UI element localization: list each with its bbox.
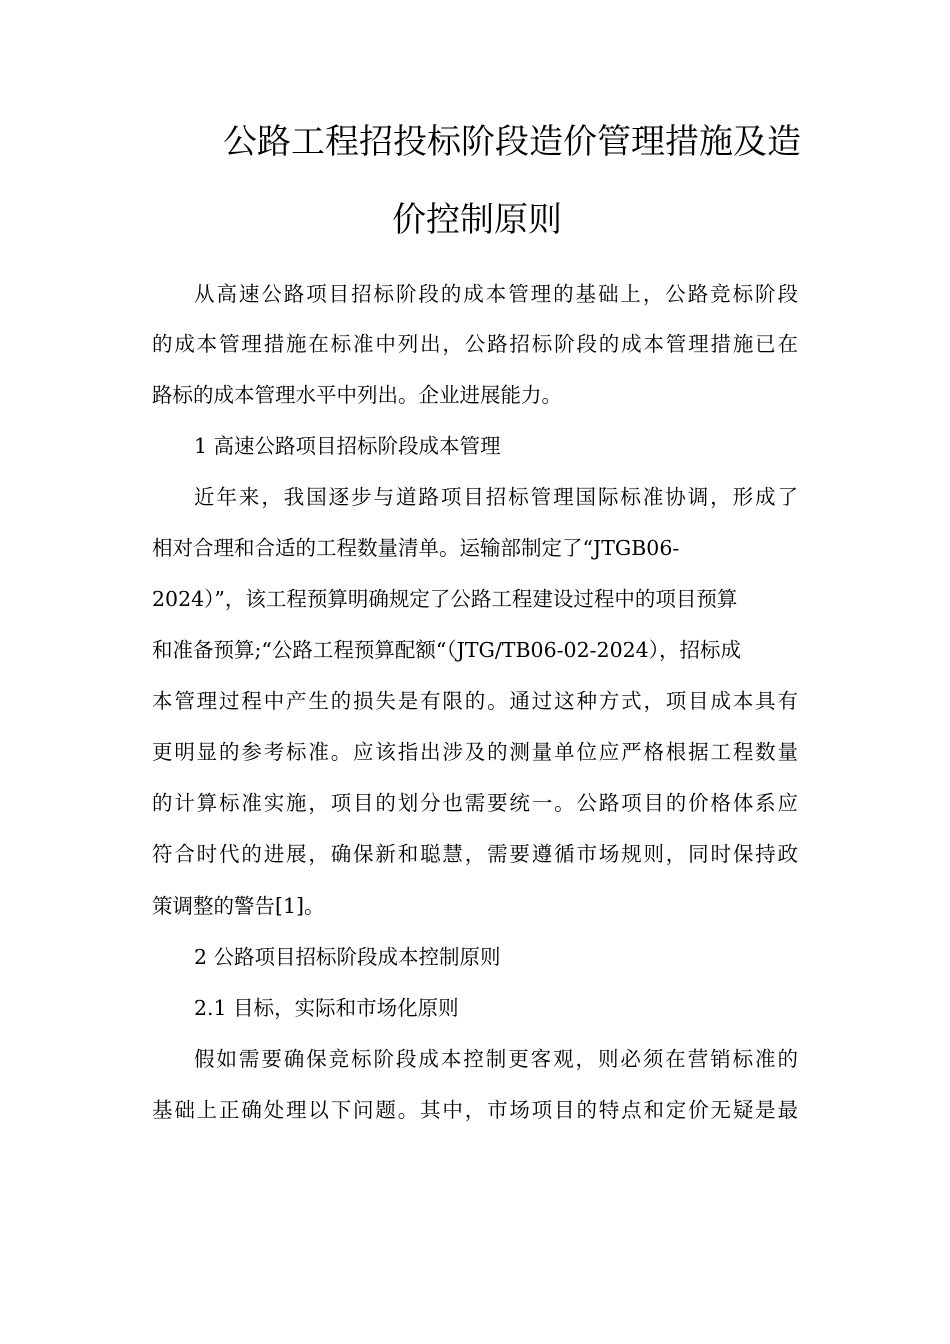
- paragraph-1-line-1: 从高速公路项目招标阶段的成本管理的基础上，公路竞标阶段: [194, 282, 798, 306]
- paragraph-2-line-1: 近年来，我国逐步与道路项目招标管理国际标准协调，形成了: [194, 485, 798, 509]
- paragraph-3-line-1: 假如需要确保竞标阶段成本控制更客观，则必须在营销标准的: [194, 1047, 798, 1071]
- paragraph-1-line-2: 的成本管理措施在标准中列出，公路招标阶段的成本管理措施已在: [152, 332, 798, 356]
- document-title-line-1: 公路工程招投标阶段造价管理措施及造: [223, 122, 801, 162]
- paragraph-1-line-3: 路标的成本管理水平中列出。企业进展能力。: [152, 383, 562, 407]
- paragraph-2-line-3: 2024）”，该工程预算明确规定了公路工程建设过程中的项目预算: [152, 587, 738, 611]
- paragraph-2-line-8: 符合时代的进展，确保新和聪慧，需要遵循市场规则，同时保持政: [152, 842, 798, 866]
- paragraph-2-line-4: 和准备预算;“公路工程预算配额“（JTG/TB06-02-2024），招标成: [152, 638, 741, 662]
- section-heading-2-1: 2.1 目标，实际和市场化原则: [194, 996, 459, 1020]
- paragraph-2-line-2: 相对合理和合适的工程数量清单。运输部制定了“JTGB06-: [152, 536, 680, 560]
- section-heading-2: 2 公路项目招标阶段成本控制原则: [194, 945, 501, 969]
- paragraph-3-line-2: 基础上正确处理以下问题。其中，市场项目的特点和定价无疑是最: [152, 1098, 798, 1122]
- document-title-line-2: 价控制原则: [392, 200, 562, 240]
- paragraph-2-line-5: 本管理过程中产生的损失是有限的。通过这种方式，项目成本具有: [152, 689, 798, 713]
- paragraph-2-line-7: 的计算标准实施，项目的划分也需要统一。公路项目的价格体系应: [152, 791, 798, 815]
- paragraph-2-line-9: 策调整的警告[1]。: [152, 894, 325, 918]
- paragraph-2-line-6: 更明显的参考标准。应该指出涉及的测量单位应严格根据工程数量: [152, 740, 798, 764]
- section-heading-1: 1 高速公路项目招标阶段成本管理: [194, 434, 501, 458]
